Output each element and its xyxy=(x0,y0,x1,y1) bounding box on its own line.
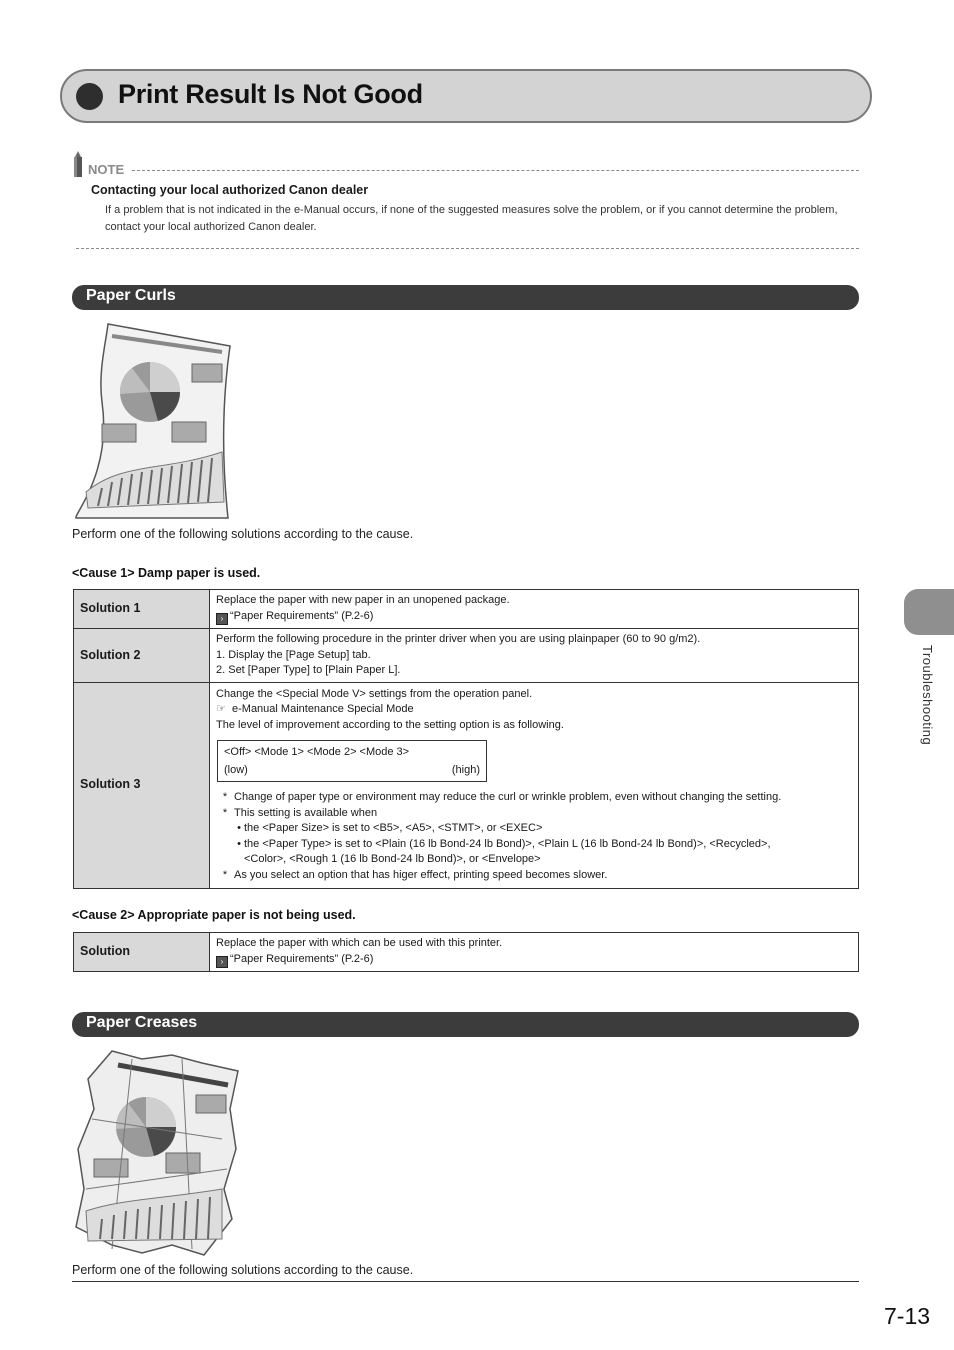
note-divider-bottom xyxy=(76,248,859,249)
reference-text[interactable]: “Paper Requirements” (P.2-6) xyxy=(230,952,374,965)
solution-text: The level of improvement according to the setting option is as following. xyxy=(216,718,564,731)
pointing-hand-icon: ☞ xyxy=(216,703,226,716)
footnote-text: Change of paper type or environment may reduce the curl or wrinkle problem, even without changing the setting. xyxy=(234,791,782,804)
procedure-step: 1. Display the [Page Setup] tab. xyxy=(216,648,371,661)
solution-content xyxy=(210,629,859,683)
solution-label: Solution 2 xyxy=(74,629,210,683)
chapter-tab-label: Troubleshooting xyxy=(920,645,935,746)
reference-link[interactable] xyxy=(216,609,852,625)
note-divider-top xyxy=(132,170,859,171)
note-body: If a problem that is not indicated in the e-Manual occurs, if none of the suggested measures solve the problem, or if you cannot determine the problem, contact your local authorized Canon dealer. xyxy=(105,204,838,233)
mode-low-label: (low) xyxy=(224,764,248,777)
creases-intro: Perform one of the following solutions according to the cause. xyxy=(72,1263,414,1277)
reference-arrow-icon: › xyxy=(216,613,228,625)
list-item-text: the <Paper Size> is set to <B5>, <A5>, <STMT>, or <EXEC> xyxy=(244,822,543,835)
section-title: Paper Curls xyxy=(86,287,176,304)
procedure-step: 2. Set [Paper Type] to [Plain Paper L]. xyxy=(216,664,401,676)
manual-path-text: e-Manual Maintenance Special Mode xyxy=(232,703,414,716)
cause1-heading: <Cause 1> Damp paper is used. xyxy=(72,566,261,580)
cause2-solutions-table xyxy=(73,932,859,972)
creased-paper-illustration xyxy=(72,1049,240,1259)
table-row xyxy=(74,629,859,683)
note-pencil-icon xyxy=(72,151,84,179)
solution-text: Replace the paper with which can be used with this printer. xyxy=(216,937,503,950)
solution-text: Replace the paper with new paper in an unopened package. xyxy=(216,594,510,607)
cause2-heading: <Cause 2> Appropriate paper is not being used. xyxy=(72,908,356,922)
mode-options: <Off> <Mode 1> <Mode 2> <Mode 3> xyxy=(224,746,410,759)
solution-label: Solution 3 xyxy=(74,682,210,888)
reference-text[interactable]: “Paper Requirements” (P.2-6) xyxy=(230,609,374,622)
note-heading: Contacting your local authorized Canon dealer xyxy=(91,183,369,197)
mode-scale-box xyxy=(217,740,487,782)
table-row xyxy=(74,590,859,629)
list-item-text: the <Paper Type> is set to <Plain (16 lb Bond-24 lb Bond)>, <Plain L (16 lb Bond-24 lb Bond)>, <Recycled>, xyxy=(244,837,771,850)
footnote: * Change of paper type or environment may reduce the curl or wrinkle problem, even without changing the setting. xyxy=(216,790,852,806)
solution-content xyxy=(210,682,859,888)
solution-text: Change the <Special Mode V> settings from the operation panel. xyxy=(216,687,533,700)
mode-high-label: (high) xyxy=(451,764,480,777)
solution-content xyxy=(210,590,859,629)
solution-label: Solution xyxy=(74,933,210,972)
page-number: 7-13 xyxy=(884,1303,931,1329)
bottom-divider xyxy=(72,1281,859,1282)
list-item: • the <Paper Size> is set to <B5>, <A5>, <STMT>, or <EXEC> xyxy=(216,821,852,837)
table-row xyxy=(74,933,859,972)
solution-text: Perform the following procedure in the printer driver when you are using plainpaper (60 to 90 g/m2). xyxy=(216,633,701,645)
table-row xyxy=(74,682,859,888)
cause1-solutions-table xyxy=(73,589,859,889)
section-title: Paper Creases xyxy=(86,1014,198,1031)
reference-arrow-icon: › xyxy=(216,956,228,968)
manual-path xyxy=(216,702,852,718)
footnote-text: This setting is available when xyxy=(234,806,378,819)
list-item-text: <Color>, <Rough 1 (16 lb Bond-24 lb Bond)>, or <Envelope> xyxy=(244,853,541,866)
solution-label: Solution 1 xyxy=(74,590,210,629)
page-title: Print Result Is Not Good xyxy=(118,79,423,109)
bullet-icon xyxy=(76,83,103,110)
curled-paper-illustration xyxy=(72,322,234,522)
solution-content xyxy=(210,933,859,972)
chapter-tab[interactable] xyxy=(904,589,954,635)
list-item: • the <Paper Type> is set to <Plain (16 lb Bond-24 lb Bond)>, <Plain L (16 lb Bond-24 lb Bond)>, <Recycled>, xyxy=(216,837,852,853)
section-paper-creases xyxy=(72,1012,859,1037)
reference-link[interactable] xyxy=(216,952,852,968)
title-banner xyxy=(60,69,872,123)
footnote-text: As you select an option that has higer effect, printing speed becomes slower. xyxy=(234,868,608,881)
footnote: * As you select an option that has higer effect, printing speed becomes slower. xyxy=(216,868,852,884)
footnote: * This setting is available when xyxy=(216,806,852,822)
curls-intro: Perform one of the following solutions according to the cause. xyxy=(72,527,414,541)
section-paper-curls xyxy=(72,285,859,310)
note-label: NOTE xyxy=(88,162,125,177)
list-item-continued xyxy=(216,852,852,868)
